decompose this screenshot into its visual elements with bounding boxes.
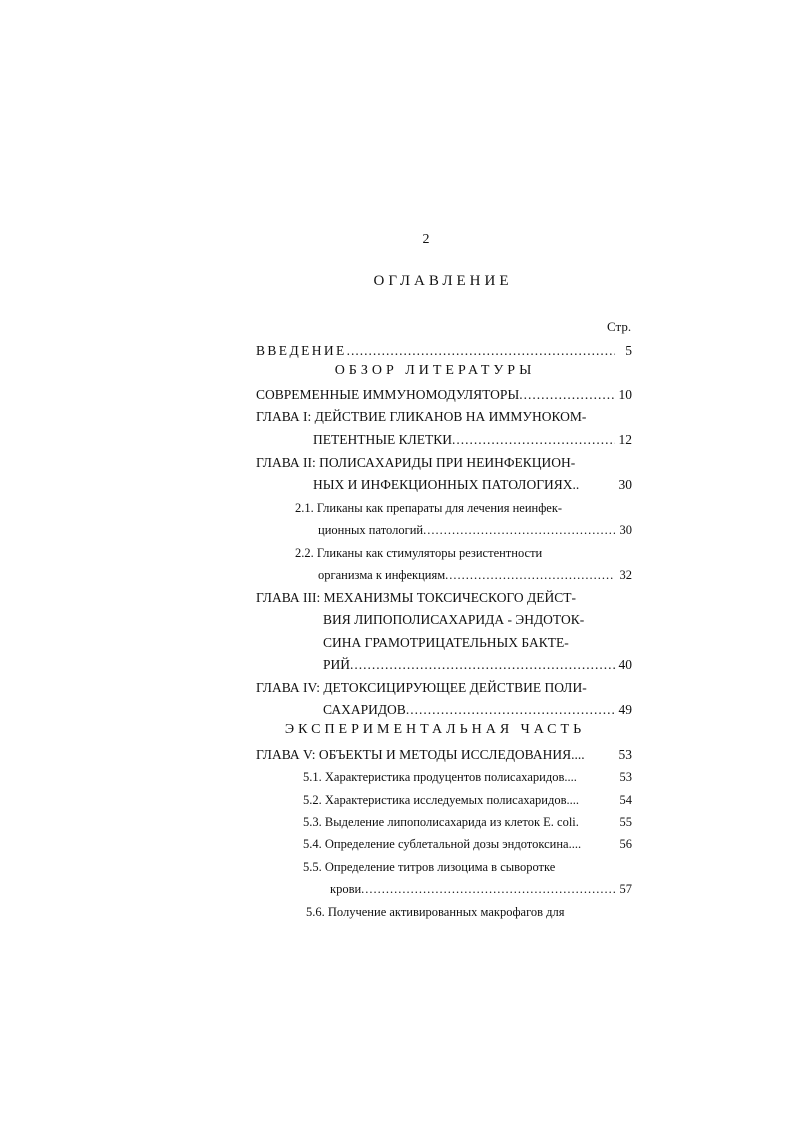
chapter-title-line: МЕХАНИЗМЫ ТОКСИЧЕСКОГО ДЕЙСТ- bbox=[323, 590, 576, 605]
leader-dots bbox=[361, 880, 615, 898]
toc-page-number: 30 bbox=[618, 477, 632, 492]
sub-title-line: 5.1. Характеристика продуцентов полисахаридов.... bbox=[303, 770, 577, 784]
chapter-title-line: САХАРИДОВ bbox=[323, 702, 406, 717]
toc-sub-2-2-cont[interactable] bbox=[318, 566, 632, 584]
toc-sub-5-4[interactable] bbox=[303, 835, 632, 853]
toc-sub-5-5[interactable]: 5.5. Определение титров лизоцима в сыворотке bbox=[303, 860, 556, 874]
toc-page-number: 12 bbox=[618, 432, 632, 447]
sub-title-line: крови bbox=[330, 882, 362, 896]
toc-page-number: 30 bbox=[619, 523, 632, 537]
toc-page-number: 10 bbox=[618, 387, 632, 402]
toc-page-number: 53 bbox=[619, 770, 632, 784]
chapter-title-line: ОБЪЕКТЫ И МЕТОДЫ ИССЛЕДОВАНИЯ.... bbox=[318, 747, 585, 762]
chapter-title-line: ДЕТОКСИЦИРУЮЩЕЕ ДЕЙСТВИЕ ПОЛИ- bbox=[323, 680, 587, 695]
toc-sub-2-2[interactable]: 2.2. Гликаны как стимуляторы резистентности bbox=[295, 546, 543, 560]
chapter-title-line: ВИЯ ЛИПОПОЛИСАХАРИДА - ЭНДОТОК- bbox=[323, 612, 585, 627]
chapter-prefix: ГЛАВА III: bbox=[256, 590, 321, 605]
sub-title-line: 5.4. Определение сублетальной дозы эндотоксина.... bbox=[303, 837, 582, 851]
toc-page-number: 57 bbox=[619, 882, 632, 896]
toc-chapter-2[interactable] bbox=[256, 454, 575, 472]
toc-entry-label: ВВЕДЕНИЕ bbox=[256, 343, 347, 358]
toc-sub-5-1[interactable] bbox=[303, 768, 632, 786]
toc-entry-immunomodulators[interactable] bbox=[256, 386, 632, 404]
toc-sub-2-1[interactable]: 2.1. Гликаны как препараты для лечения неинфек- bbox=[295, 501, 563, 515]
leader-dots bbox=[452, 431, 615, 449]
toc-chapter-3[interactable] bbox=[256, 589, 576, 607]
toc-chapter-1[interactable] bbox=[256, 408, 586, 426]
toc-chapter-2-cont[interactable] bbox=[313, 476, 632, 494]
toc-sub-2-1-cont[interactable] bbox=[318, 521, 632, 539]
toc-chapter-4-cont[interactable] bbox=[323, 701, 632, 719]
section-heading-experimental: ЭКСПЕРИМЕНТАЛЬНАЯ ЧАСТЬ bbox=[284, 722, 586, 737]
toc-page-number: 55 bbox=[619, 815, 632, 829]
chapter-prefix: ГЛАВА V: bbox=[256, 747, 316, 762]
toc-page-number: 40 bbox=[618, 657, 632, 672]
toc-page-number: 56 bbox=[619, 837, 632, 851]
toc-page-number: 54 bbox=[619, 793, 632, 807]
chapter-title-line: ДЕЙСТВИЕ ГЛИКАНОВ НА ИММУНОКОМ- bbox=[314, 409, 587, 424]
toc-chapter-3-cont[interactable] bbox=[323, 656, 632, 674]
chapter-prefix: ГЛАВА IV: bbox=[256, 680, 320, 695]
chapter-title-line: НЫХ И ИНФЕКЦИОННЫХ ПАТОЛОГИЯХ.. bbox=[313, 477, 580, 492]
toc-chapter-4[interactable] bbox=[256, 679, 587, 697]
toc-entry-intro[interactable] bbox=[256, 342, 632, 360]
chapter-title-line: ПЕТЕНТНЫЕ КЛЕТКИ bbox=[313, 432, 453, 447]
toc-page-number: 49 bbox=[618, 702, 632, 717]
toc-chapter-1-cont[interactable] bbox=[313, 431, 632, 449]
toc-entry-label: СОВРЕМЕННЫЕ ИММУНОМОДУЛЯТОРЫ bbox=[256, 387, 520, 402]
sub-title-line: 5.2. Характеристика исследуемых полисахаридов.... bbox=[303, 793, 579, 807]
sub-title-line: организма к инфекциям bbox=[318, 568, 446, 582]
page-title: ОГЛАВЛЕНИЕ bbox=[373, 273, 513, 289]
leader-dots bbox=[423, 521, 615, 539]
sub-title-line: ционных патологий bbox=[318, 523, 424, 537]
section-heading-review: ОБЗОР ЛИТЕРАТУРЫ bbox=[334, 363, 536, 378]
leader-dots bbox=[406, 701, 615, 719]
toc-sub-5-2[interactable] bbox=[303, 791, 632, 809]
sub-title-line: 5.3. Выделение липополисахарида из клеток E. coli. bbox=[303, 815, 579, 829]
chapter-prefix: ГЛАВА II: bbox=[256, 455, 316, 470]
toc-sub-5-6[interactable]: 5.6. Получение активированных макрофагов для bbox=[306, 905, 565, 919]
leader-dots bbox=[350, 656, 615, 674]
toc-sub-5-3[interactable] bbox=[303, 813, 632, 831]
toc-sub-5-5-cont[interactable] bbox=[330, 880, 632, 898]
chapter-prefix: ГЛАВА I: bbox=[256, 409, 312, 424]
leader-dots bbox=[519, 386, 615, 404]
leader-dots bbox=[445, 566, 615, 584]
leader-dots bbox=[347, 342, 615, 360]
toc-page-number: 53 bbox=[618, 747, 632, 762]
page-number: 2 bbox=[422, 232, 430, 247]
page-column-header: Стр. bbox=[607, 319, 632, 334]
toc-page-number: 5 bbox=[625, 343, 632, 358]
chapter-title-line: СИНА ГРАМОТРИЦАТЕЛЬНЫХ БАКТЕ- bbox=[323, 635, 569, 650]
toc-chapter-5[interactable] bbox=[256, 746, 632, 764]
chapter-title-line: ПОЛИСАХАРИДЫ ПРИ НЕИНФЕКЦИОН- bbox=[319, 455, 576, 470]
toc-page-number: 32 bbox=[619, 568, 632, 582]
chapter-title-line: РИЙ bbox=[323, 657, 351, 672]
